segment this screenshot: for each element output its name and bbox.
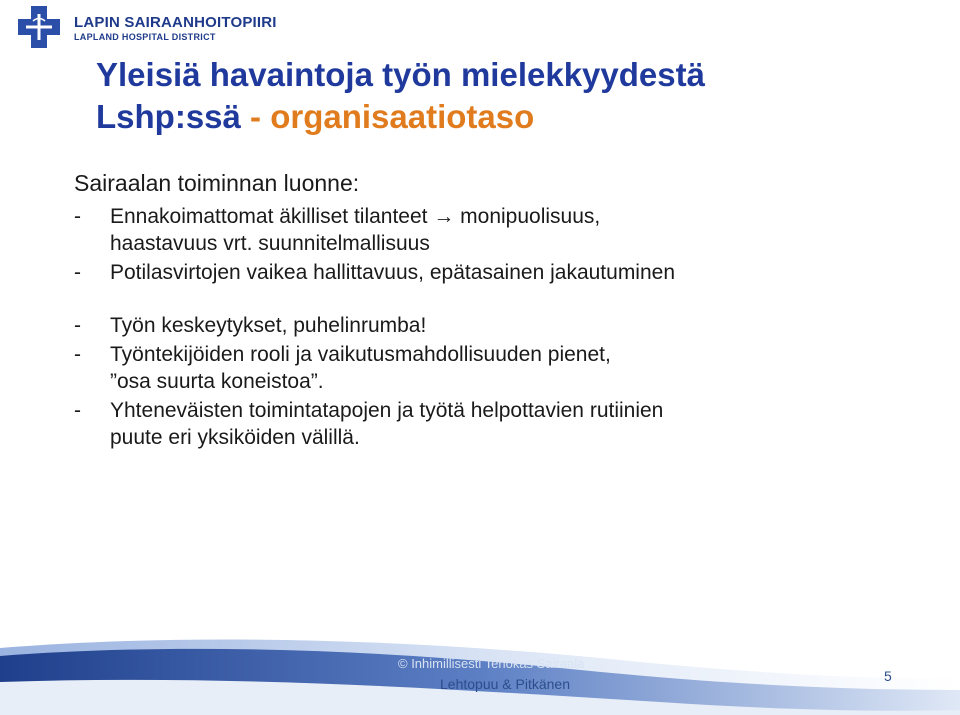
list-item-text: monipuolisuus,: [454, 205, 601, 228]
list-dash: -: [74, 261, 81, 284]
list-item: [74, 397, 894, 451]
slide-footer: [0, 620, 960, 715]
list-item: [74, 341, 894, 395]
list-dash: -: [74, 314, 81, 337]
list-item-line: Työntekijöiden rooli ja vaikutusmahdollisuuden pienet,: [110, 343, 611, 366]
logo-name: LAPIN SAIRAANHOITOPIIRI: [74, 14, 277, 31]
list-item: [74, 312, 894, 339]
list-item-line: ”osa suurta koneistoa”.: [110, 370, 324, 393]
list-dash: -: [74, 399, 81, 422]
section-heading: Sairaalan toiminnan luonne:: [74, 170, 360, 196]
list-item-line: Potilasvirtojen vaikea hallittavuus, epätasainen jakautuminen: [110, 261, 676, 284]
title-accent-text: - organisaatiotaso: [240, 98, 535, 135]
footer-authors: Lehtopuu & Pitkänen: [440, 676, 570, 692]
list-item-text: Ennakoimattomat äkilliset tilanteet: [110, 205, 434, 228]
list-dash: -: [74, 205, 81, 228]
list-dash: -: [74, 343, 81, 366]
title-line-1: Yleisiä havaintoja työn mielekkyydestä: [96, 56, 705, 93]
list-item-line: haastavuus vrt. suunnitelmallisuus: [110, 232, 430, 255]
page-number: 5: [884, 668, 892, 684]
list-item: [74, 259, 894, 286]
logo-subtitle: LAPLAND HOSPITAL DISTRICT: [74, 32, 216, 42]
slide-title: [96, 54, 705, 138]
list-item: [74, 203, 894, 257]
arrow-right-icon: →: [433, 205, 455, 228]
list-item-line: [110, 203, 894, 230]
cross-logo-icon: [16, 4, 62, 50]
list-item-line: puute eri yksiköiden välillä.: [110, 426, 360, 449]
hospital-logo: [16, 4, 276, 50]
list-item-line: Yhteneväisten toimintatapojen ja työtä helpottavien rutiinien: [110, 399, 664, 422]
title-line-2: [96, 96, 705, 138]
footer-copyright: © Inhimillisesti Tehokas Sairaala: [398, 656, 585, 671]
title-main-text: Lshp:ssä: [96, 98, 241, 135]
slide-content: [74, 170, 894, 451]
list-item-line: Työn keskeytykset, puhelinrumba!: [110, 314, 427, 337]
